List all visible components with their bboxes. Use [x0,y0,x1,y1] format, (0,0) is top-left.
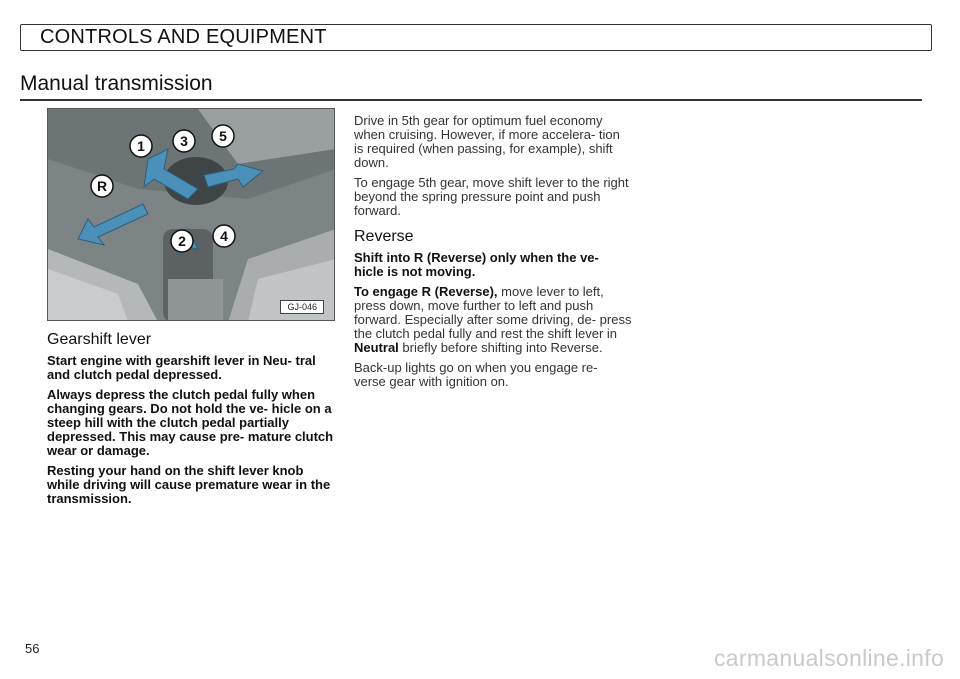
gear-marker-2: 2 [178,233,186,249]
gear-marker-4: 4 [220,228,228,244]
watermark: carmanualsonline.info [714,645,945,671]
gearshift-paragraph-3: Resting your hand on the shift lever knob while driving will cause premature wear in the transmission. [47,463,331,506]
reverse-paragraph-3: Back-up lights go on when you engage re- verse gear with ignition on. [354,360,598,389]
fifth-gear-paragraph-1: Drive in 5th gear for optimum fuel economy when cruising. However, if more accelera- tion is required (when passing, for example), shift down. [354,113,620,170]
gearshift-paragraph-2: Always depress the clutch pedal fully when changing gears. Do not hold the ve- hicle on a steep hill with the clutch pedal partially depressed. This may cause pre- mature clutch wear or damage. [47,387,334,458]
section-divider [20,99,922,101]
page-header-title: CONTROLS AND EQUIPMENT [40,26,327,48]
neutral-label: Neutral [354,340,399,355]
reverse-engage-end: briefly before shifting into Reverse. [398,340,603,355]
fifth-reverse-section [354,114,632,395]
gear-marker-1: 1 [137,138,145,154]
gearshift-figure [47,108,335,321]
reverse-paragraph-1: Shift into R (Reverse) only when the ve- hicle is not moving. [354,250,599,279]
reverse-engage-lead: To engage R (Reverse), [354,284,498,299]
section-title: Manual transmission [20,72,213,95]
reverse-heading: Reverse [354,228,414,245]
figure-label: GJ-046 [280,300,324,314]
gearshift-paragraph-1: Start engine with gearshift lever in Neu- tral and clutch pedal depressed. [47,353,316,382]
reverse-paragraph-2 [354,285,632,355]
gearshift-section [47,331,335,512]
gearshift-heading: Gearshift lever [47,331,152,348]
reverse-engage-text: move lever to left, press down, move further to left and push forward. Especially after some driving, de- press the clutch pedal fully and rest the shift lever in [354,284,632,341]
gear-marker-r: R [96,178,108,194]
gear-marker-3: 3 [180,133,188,149]
page-number: 56 [25,641,40,656]
gear-marker-5: 5 [219,128,227,144]
fifth-gear-paragraph-2: To engage 5th gear, move shift lever to the right beyond the spring pressure point and push forward. [354,175,629,218]
gearshift-illustration [48,109,335,321]
